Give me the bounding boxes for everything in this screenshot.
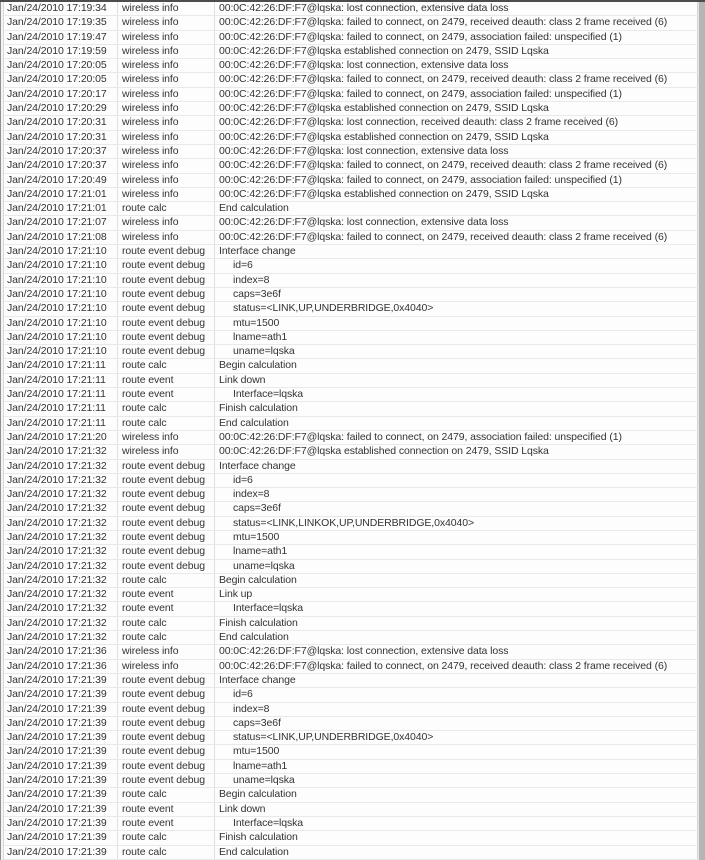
log-message: Finish calculation <box>215 831 698 844</box>
log-row[interactable] <box>4 202 698 216</box>
log-time: Jan/24/2010 17:20:31 <box>4 116 118 129</box>
log-row[interactable] <box>4 617 698 631</box>
log-row[interactable] <box>4 131 698 145</box>
log-message: lname=ath1 <box>215 760 698 773</box>
log-topics: wireless info <box>118 131 215 144</box>
log-time: Jan/24/2010 17:21:32 <box>4 445 118 458</box>
log-topics: route event debug <box>118 545 215 558</box>
log-row[interactable] <box>4 88 698 102</box>
log-topics: route calc <box>118 359 215 372</box>
log-time: Jan/24/2010 17:21:32 <box>4 488 118 501</box>
log-message: 00:0C:42:26:DF:F7@lqska established connection on 2479, SSID Lqska <box>215 102 698 115</box>
log-row[interactable] <box>4 431 698 445</box>
log-message: Begin calculation <box>215 359 698 372</box>
log-row[interactable] <box>4 660 698 674</box>
log-row[interactable] <box>4 788 698 802</box>
log-message: 00:0C:42:26:DF:F7@lqska: failed to connect, on 2479, association failed: unspecified (1) <box>215 174 698 187</box>
log-message: caps=3e6f <box>215 288 698 301</box>
log-topics: wireless info <box>118 59 215 72</box>
log-time: Jan/24/2010 17:21:01 <box>4 202 118 215</box>
log-time: Jan/24/2010 17:21:32 <box>4 574 118 587</box>
log-row[interactable] <box>4 331 698 345</box>
log-message: 00:0C:42:26:DF:F7@lqska established connection on 2479, SSID Lqska <box>215 131 698 144</box>
log-time: Jan/24/2010 17:21:10 <box>4 345 118 358</box>
log-time: Jan/24/2010 17:20:05 <box>4 59 118 72</box>
log-message: index=8 <box>215 703 698 716</box>
log-row[interactable] <box>4 159 698 173</box>
log-topics: wireless info <box>118 31 215 44</box>
log-time: Jan/24/2010 17:21:39 <box>4 788 118 801</box>
log-topics: route event debug <box>118 460 215 473</box>
log-message: Link down <box>215 803 698 816</box>
log-message: caps=3e6f <box>215 502 698 515</box>
log-row[interactable] <box>4 402 698 416</box>
log-message: id=6 <box>215 688 698 701</box>
log-topics: route event debug <box>118 760 215 773</box>
log-time: Jan/24/2010 17:21:10 <box>4 259 118 272</box>
log-topics: route event <box>118 374 215 387</box>
log-time: Jan/24/2010 17:20:49 <box>4 174 118 187</box>
log-topics: route event <box>118 803 215 816</box>
log-message: 00:0C:42:26:DF:F7@lqska established connection on 2479, SSID Lqska <box>215 45 698 58</box>
log-time: Jan/24/2010 17:21:39 <box>4 760 118 773</box>
log-topics: route event debug <box>118 703 215 716</box>
log-time: Jan/24/2010 17:20:29 <box>4 102 118 115</box>
log-time: Jan/24/2010 17:20:31 <box>4 131 118 144</box>
log-row[interactable] <box>4 560 698 574</box>
log-row[interactable] <box>4 59 698 73</box>
log-time: Jan/24/2010 17:21:39 <box>4 817 118 830</box>
log-topics: wireless info <box>118 159 215 172</box>
log-topics: route calc <box>118 402 215 415</box>
log-row[interactable] <box>4 274 698 288</box>
log-time: Jan/24/2010 17:21:11 <box>4 388 118 401</box>
right-gutter <box>698 2 705 860</box>
log-topics: wireless info <box>118 45 215 58</box>
log-row[interactable] <box>4 302 698 316</box>
log-time: Jan/24/2010 17:21:08 <box>4 231 118 244</box>
log-topics: route calc <box>118 417 215 430</box>
log-row[interactable] <box>4 831 698 845</box>
log-message: 00:0C:42:26:DF:F7@lqska: failed to connect, on 2479, received deauth: class 2 frame received (6) <box>215 159 698 172</box>
log-message: 00:0C:42:26:DF:F7@lqska: lost connection, received deauth: class 2 frame received (6) <box>215 116 698 129</box>
log-message: Begin calculation <box>215 574 698 587</box>
log-topics: wireless info <box>118 2 215 15</box>
log-message: 00:0C:42:26:DF:F7@lqska: failed to connect, on 2479, association failed: unspecified (1) <box>215 88 698 101</box>
log-message: uname=lqska <box>215 774 698 787</box>
log-row[interactable] <box>4 359 698 373</box>
log-row[interactable] <box>4 745 698 759</box>
log-message: Link down <box>215 374 698 387</box>
log-row[interactable] <box>4 259 698 273</box>
log-message: Interface=lqska <box>215 388 698 401</box>
log-message: End calculation <box>215 202 698 215</box>
log-row[interactable] <box>4 231 698 245</box>
log-row[interactable] <box>4 188 698 202</box>
log-row[interactable] <box>4 774 698 788</box>
log-time: Jan/24/2010 17:21:11 <box>4 374 118 387</box>
log-time: Jan/24/2010 17:21:10 <box>4 274 118 287</box>
log-time: Jan/24/2010 17:21:32 <box>4 531 118 544</box>
log-time: Jan/24/2010 17:21:07 <box>4 216 118 229</box>
log-row[interactable] <box>4 417 698 431</box>
log-time: Jan/24/2010 17:21:32 <box>4 517 118 530</box>
log-topics: wireless info <box>118 216 215 229</box>
log-message: End calculation <box>215 417 698 430</box>
log-time: Jan/24/2010 17:20:37 <box>4 159 118 172</box>
log-message: Interface change <box>215 674 698 687</box>
log-message: 00:0C:42:26:DF:F7@lqska: lost connection, extensive data loss <box>215 216 698 229</box>
window-left-border <box>0 0 4 860</box>
log-time: Jan/24/2010 17:21:39 <box>4 831 118 844</box>
log-message: Interface change <box>215 245 698 258</box>
log-row[interactable] <box>4 717 698 731</box>
log-message: 00:0C:42:26:DF:F7@lqska: failed to connect, on 2479, received deauth: class 2 frame received (6) <box>215 73 698 86</box>
log-row[interactable] <box>4 102 698 116</box>
log-topics: wireless info <box>118 188 215 201</box>
log-message: 00:0C:42:26:DF:F7@lqska: failed to connect, on 2479, received deauth: class 2 frame received (6) <box>215 16 698 29</box>
log-message: uname=lqska <box>215 560 698 573</box>
log-message: index=8 <box>215 488 698 501</box>
log-message: 00:0C:42:26:DF:F7@lqska: lost connection, extensive data loss <box>215 2 698 15</box>
log-message: 00:0C:42:26:DF:F7@lqska: failed to connect, on 2479, received deauth: class 2 frame received (6) <box>215 231 698 244</box>
log-message: Begin calculation <box>215 788 698 801</box>
log-time: Jan/24/2010 17:21:39 <box>4 703 118 716</box>
log-topics: route event <box>118 602 215 615</box>
log-topics: route calc <box>118 617 215 630</box>
log-message: status=<LINK,UP,UNDERBRIDGE,0x4040> <box>215 731 698 744</box>
log-topics: wireless info <box>118 116 215 129</box>
log-topics: wireless info <box>118 174 215 187</box>
log-message: 00:0C:42:26:DF:F7@lqska: failed to connect, on 2479, association failed: unspecified (1) <box>215 431 698 444</box>
log-message: Interface=lqska <box>215 817 698 830</box>
log-topics: route event debug <box>118 331 215 344</box>
log-time: Jan/24/2010 17:19:35 <box>4 16 118 29</box>
log-message: Finish calculation <box>215 617 698 630</box>
log-row[interactable] <box>4 846 698 860</box>
log-message: 00:0C:42:26:DF:F7@lqska established connection on 2479, SSID Lqska <box>215 188 698 201</box>
log-row[interactable] <box>4 116 698 130</box>
log-message: uname=lqska <box>215 345 698 358</box>
log-time: Jan/24/2010 17:21:11 <box>4 402 118 415</box>
log-time: Jan/24/2010 17:21:39 <box>4 803 118 816</box>
log-topics: wireless info <box>118 231 215 244</box>
log-row[interactable] <box>4 16 698 30</box>
log-row[interactable] <box>4 674 698 688</box>
log-row[interactable] <box>4 545 698 559</box>
log-time: Jan/24/2010 17:21:10 <box>4 245 118 258</box>
log-topics: route event debug <box>118 745 215 758</box>
window-top-border <box>0 0 705 2</box>
log-topics: route calc <box>118 631 215 644</box>
log-message: status=<LINK,LINKOK,UP,UNDERBRIDGE,0x4040> <box>215 517 698 530</box>
log-row[interactable] <box>4 631 698 645</box>
log-topics: route calc <box>118 574 215 587</box>
log-topics: wireless info <box>118 645 215 658</box>
log-topics: wireless info <box>118 145 215 158</box>
log-row[interactable] <box>4 288 698 302</box>
log-topics: wireless info <box>118 431 215 444</box>
log-message: Interface=lqska <box>215 602 698 615</box>
log-topics: wireless info <box>118 16 215 29</box>
log-topics: route event debug <box>118 531 215 544</box>
log-topics: route event debug <box>118 774 215 787</box>
log-topics: wireless info <box>118 88 215 101</box>
log-time: Jan/24/2010 17:21:32 <box>4 560 118 573</box>
log-time: Jan/24/2010 17:21:01 <box>4 188 118 201</box>
log-row[interactable] <box>4 688 698 702</box>
log-row[interactable] <box>4 345 698 359</box>
log-time: Jan/24/2010 17:21:39 <box>4 717 118 730</box>
log-topics: route event debug <box>118 502 215 515</box>
log-row[interactable] <box>4 645 698 659</box>
log-row[interactable] <box>4 216 698 230</box>
log-message: 00:0C:42:26:DF:F7@lqska: lost connection, extensive data loss <box>215 145 698 158</box>
log-time: Jan/24/2010 17:21:32 <box>4 588 118 601</box>
log-message: 00:0C:42:26:DF:F7@lqska: failed to connect, on 2479, association failed: unspecified (1) <box>215 31 698 44</box>
log-topics: route event debug <box>118 259 215 272</box>
log-time: Jan/24/2010 17:20:05 <box>4 73 118 86</box>
log-time: Jan/24/2010 17:21:10 <box>4 317 118 330</box>
log-topics: route event debug <box>118 674 215 687</box>
log-table <box>4 2 698 860</box>
log-topics: route event debug <box>118 688 215 701</box>
log-time: Jan/24/2010 17:21:36 <box>4 645 118 658</box>
log-message: caps=3e6f <box>215 717 698 730</box>
log-topics: route event debug <box>118 345 215 358</box>
log-message: id=6 <box>215 259 698 272</box>
log-message: Interface change <box>215 460 698 473</box>
log-time: Jan/24/2010 17:21:39 <box>4 688 118 701</box>
log-topics: wireless info <box>118 445 215 458</box>
log-topics: route calc <box>118 831 215 844</box>
log-time: Jan/24/2010 17:21:10 <box>4 331 118 344</box>
log-message: Finish calculation <box>215 402 698 415</box>
log-row[interactable] <box>4 445 698 459</box>
log-time: Jan/24/2010 17:21:39 <box>4 731 118 744</box>
log-time: Jan/24/2010 17:21:39 <box>4 745 118 758</box>
log-row[interactable] <box>4 317 698 331</box>
log-topics: route calc <box>118 788 215 801</box>
log-time: Jan/24/2010 17:21:11 <box>4 417 118 430</box>
log-time: Jan/24/2010 17:19:59 <box>4 45 118 58</box>
log-time: Jan/24/2010 17:19:47 <box>4 31 118 44</box>
log-topics: route event debug <box>118 274 215 287</box>
log-row[interactable] <box>4 374 698 388</box>
log-topics: route event debug <box>118 517 215 530</box>
log-row[interactable] <box>4 388 698 402</box>
log-topics: route event <box>118 388 215 401</box>
log-time: Jan/24/2010 17:19:34 <box>4 2 118 15</box>
log-row[interactable] <box>4 517 698 531</box>
log-message: 00:0C:42:26:DF:F7@lqska: lost connection, extensive data loss <box>215 59 698 72</box>
log-row[interactable] <box>4 474 698 488</box>
log-time: Jan/24/2010 17:21:39 <box>4 674 118 687</box>
log-topics: route event debug <box>118 717 215 730</box>
log-topics: wireless info <box>118 660 215 673</box>
log-message: lname=ath1 <box>215 331 698 344</box>
log-time: Jan/24/2010 17:21:32 <box>4 460 118 473</box>
log-row[interactable] <box>4 174 698 188</box>
log-row[interactable] <box>4 574 698 588</box>
log-message: lname=ath1 <box>215 545 698 558</box>
log-time: Jan/24/2010 17:21:36 <box>4 660 118 673</box>
log-row[interactable] <box>4 731 698 745</box>
log-topics: route event <box>118 588 215 601</box>
log-message: mtu=1500 <box>215 531 698 544</box>
log-row[interactable] <box>4 2 698 16</box>
log-row[interactable] <box>4 760 698 774</box>
log-message: End calculation <box>215 631 698 644</box>
log-row[interactable] <box>4 488 698 502</box>
log-topics: route event debug <box>118 288 215 301</box>
log-message: 00:0C:42:26:DF:F7@lqska: lost connection, extensive data loss <box>215 645 698 658</box>
log-time: Jan/24/2010 17:21:32 <box>4 617 118 630</box>
log-topics: route event debug <box>118 560 215 573</box>
log-topics: route event debug <box>118 245 215 258</box>
log-row[interactable] <box>4 803 698 817</box>
log-row[interactable] <box>4 31 698 45</box>
log-topics: wireless info <box>118 102 215 115</box>
log-row[interactable] <box>4 602 698 616</box>
log-row[interactable] <box>4 73 698 87</box>
log-message: status=<LINK,UP,UNDERBRIDGE,0x4040> <box>215 302 698 315</box>
log-time: Jan/24/2010 17:21:39 <box>4 846 118 859</box>
log-row[interactable] <box>4 145 698 159</box>
log-row[interactable] <box>4 502 698 516</box>
log-message: mtu=1500 <box>215 317 698 330</box>
log-message: index=8 <box>215 274 698 287</box>
log-message: 00:0C:42:26:DF:F7@lqska: failed to connect, on 2479, received deauth: class 2 frame received (6) <box>215 660 698 673</box>
log-topics: route event debug <box>118 302 215 315</box>
log-topics: route event debug <box>118 317 215 330</box>
log-time: Jan/24/2010 17:21:11 <box>4 359 118 372</box>
log-topics: route calc <box>118 202 215 215</box>
log-row[interactable] <box>4 817 698 831</box>
log-time: Jan/24/2010 17:21:20 <box>4 431 118 444</box>
log-message: Link up <box>215 588 698 601</box>
log-topics: route event <box>118 817 215 830</box>
log-message: 00:0C:42:26:DF:F7@lqska established connection on 2479, SSID Lqska <box>215 445 698 458</box>
log-message: mtu=1500 <box>215 745 698 758</box>
log-row[interactable] <box>4 245 698 259</box>
log-row[interactable] <box>4 45 698 59</box>
log-topics: route event debug <box>118 731 215 744</box>
log-time: Jan/24/2010 17:21:32 <box>4 602 118 615</box>
log-topics: route event debug <box>118 488 215 501</box>
log-message: End calculation <box>215 846 698 859</box>
log-row[interactable] <box>4 703 698 717</box>
log-time: Jan/24/2010 17:21:32 <box>4 502 118 515</box>
log-time: Jan/24/2010 17:21:32 <box>4 631 118 644</box>
log-time: Jan/24/2010 17:21:32 <box>4 474 118 487</box>
log-time: Jan/24/2010 17:21:39 <box>4 774 118 787</box>
log-row[interactable] <box>4 531 698 545</box>
log-time: Jan/24/2010 17:21:10 <box>4 288 118 301</box>
log-row[interactable] <box>4 460 698 474</box>
log-topics: route event debug <box>118 474 215 487</box>
log-time: Jan/24/2010 17:20:17 <box>4 88 118 101</box>
log-row[interactable] <box>4 588 698 602</box>
log-time: Jan/24/2010 17:21:10 <box>4 302 118 315</box>
log-topics: wireless info <box>118 73 215 86</box>
log-message: id=6 <box>215 474 698 487</box>
log-time: Jan/24/2010 17:21:32 <box>4 545 118 558</box>
log-topics: route calc <box>118 846 215 859</box>
log-time: Jan/24/2010 17:20:37 <box>4 145 118 158</box>
